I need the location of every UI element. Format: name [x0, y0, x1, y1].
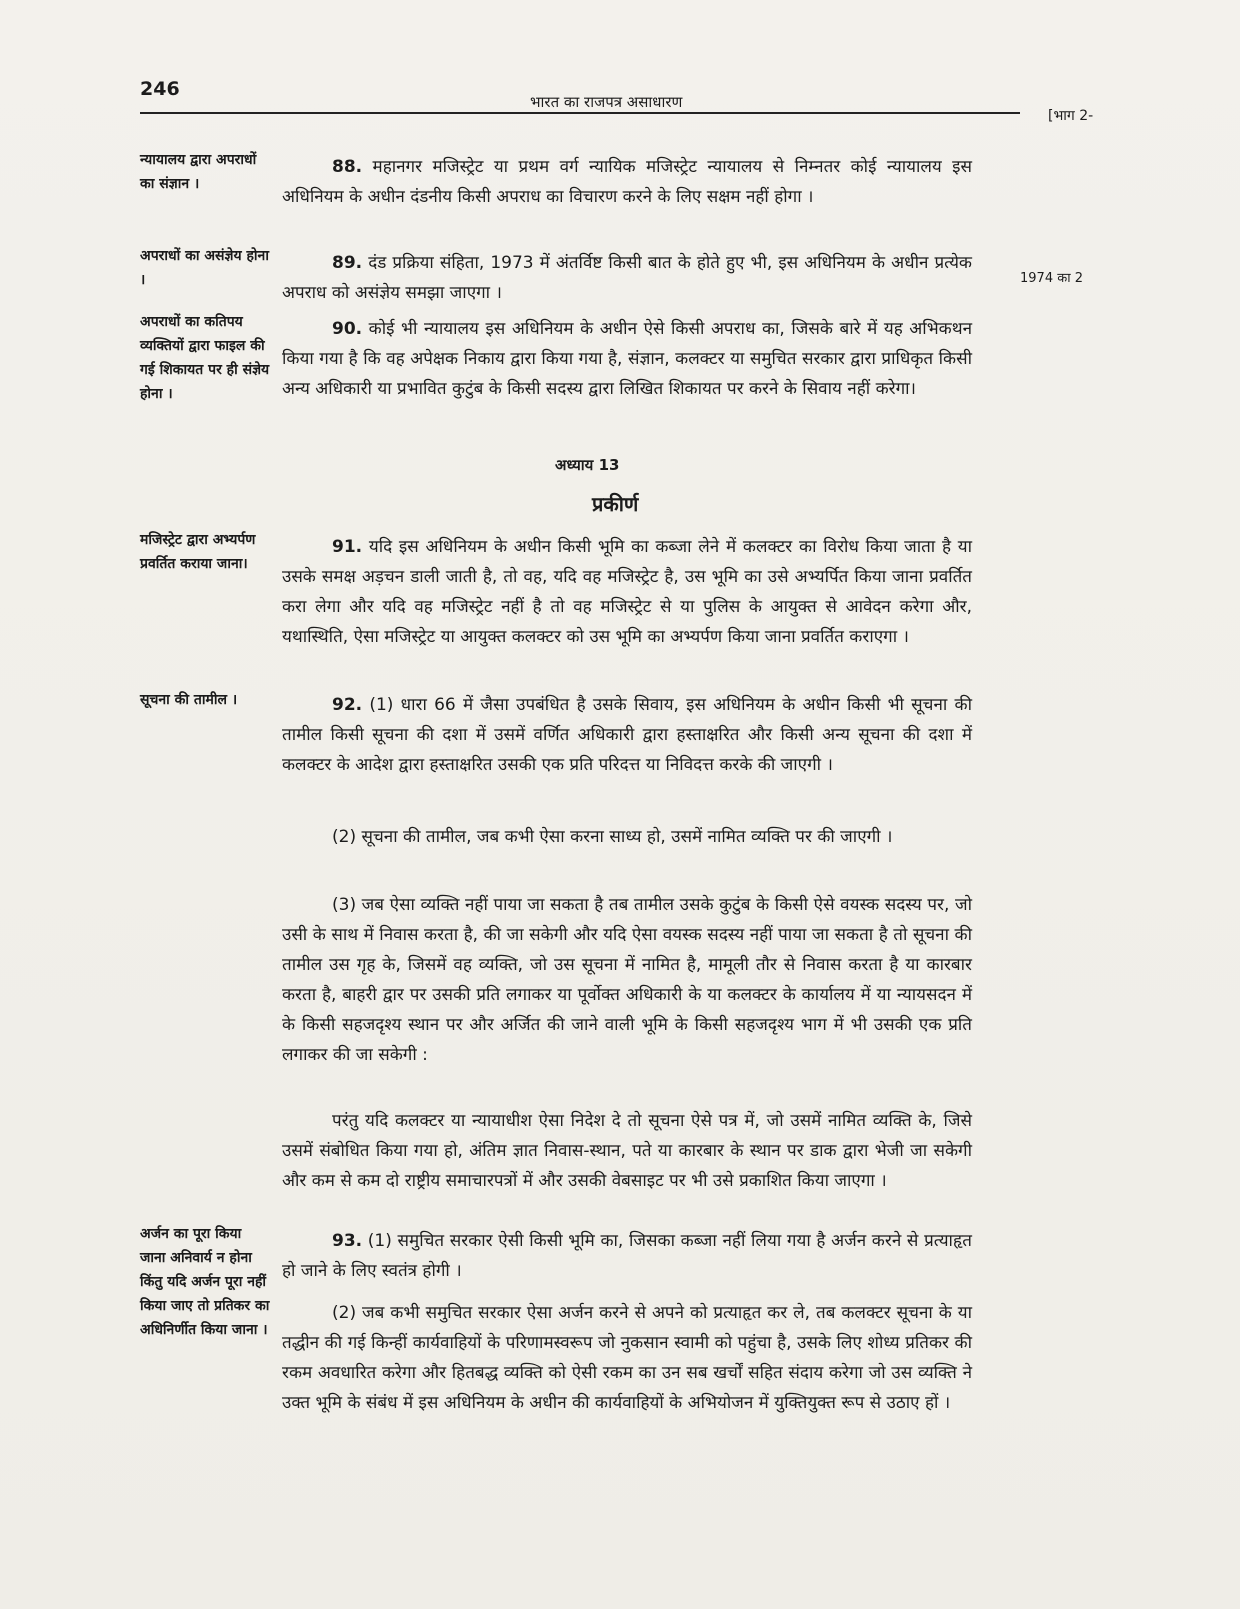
sidenote-93: अर्जन का पूरा किया जाना अनिवार्य न होना किंतु यदि अर्जन पूरा नहीं किया जाए तो प्रतिकर का अधिनिर्णीत किया जाना । [140, 1226, 270, 1338]
section-number: 93. [332, 1231, 363, 1251]
section-text: (1) समुचित सरकार ऐसी किसी भूमि का, जिसका कब्जा नहीं लिया गया है अर्जन करने से प्रत्याहृत हो जाने के लिए स्वतंत्र होगी । [282, 1231, 972, 1281]
section-number: 89. [332, 253, 363, 273]
section-number: 91. [332, 537, 363, 557]
sidenote-90: अपराधों का कतिपय व्यक्तियों द्वारा फाइल की गई शिकायत पर ही संज्ञेय होना । [140, 314, 270, 402]
section-text: यदि इस अधिनियम के अधीन किसी भूमि का कब्जा लेने में कलक्टर का विरोध किया जाता है या उसके समक्ष अड़चन डाली जाती है, तो वह, यदि वह मजिस्ट्रेट है, उस भूमि का उसे अभ्यर्पित किया जाना प्रवर्तित करा लेगा और यदि वह मजिस्ट्रेट नहीं है तो वह मजिस्ट्रेट से या पुलिस के आयुक्त से आवेदन करेगा और, यथास्थिति, ऐसा मजिस्ट्रेट या आयुक्त कलक्टर को उस भूमि का अभ्यर्पण किया जाना प्रवर्तित कराएगा । [282, 537, 972, 647]
page-number: 246 [140, 78, 180, 100]
section-text: कोई भी न्यायालय इस अधिनियम के अधीन ऐसे किसी अपराध का, जिसके बारे में यह अभिकथन किया गया है कि वह अपेक्षक निकाय द्वारा किया गया है, संज्ञान, कलक्टर या समुचित सरकार द्वारा प्राधिकृत किसी अन्य अधिकारी या प्रभावित कुटुंब के किसी सदस्य द्वारा लिखित शिकायत पर करने के सिवाय नहीं करेगा। [282, 319, 972, 399]
header-rule [140, 112, 1020, 114]
section-93-para-2: (2) जब कभी समुचित सरकार ऐसा अर्जन करने से अपने को प्रत्याहृत कर ले, तब कलक्टर सूचना के या तद्धीन की गई किन्हीं कार्यवाहियों के परिणामस्वरूप जो नुकसान स्वामी को पहुंचा है, उसके लिए शोध्य प्रतिकर की रकम अवधारित करेगा और हितबद्ध व्यक्ति को ऐसी रकम का उन सब खर्चों सहित संदाय करेगा जो उस व्यक्ति ने उक्त भूमि के संबंध में इस अधिनियम के अधीन की कार्यवाहियों के अभियोजन में युक्तियुक्त रूप से उठाए हों । [282, 1303, 972, 1413]
part-label: [भाग 2- [1048, 108, 1094, 124]
section-88 [282, 152, 972, 212]
section-92-para-3: (3) जब ऐसा व्यक्ति नहीं पाया जा सकता है तब तामील उसके कुटुंब के किसी ऐसे वयस्क सदस्य पर, जो उसी के साथ में निवास करता है, की जा सकेगी और यदि ऐसा वयस्क सदस्य नहीं पाया जा सकता है तो सूचना की तामील उस गृह के, जिसमें वह व्यक्ति, जो उस सूचना में नामित है, मामूली तौर से निवास करता है या कारबार करता है, बाहरी द्वार पर उसकी प्रति लगाकर या पूर्वोक्त अधिकारी के या कलक्टर के कार्यालय में या न्यायसदन में के किसी सहजदृश्य स्थान पर और अर्जित की जाने वाली भूमि के किसी सहजदृश्य भाग में भी उसकी एक प्रति लगाकर की जा सकेगी : [282, 895, 972, 1065]
section-text: (1) धारा 66 में जैसा उपबंधित है उसके सिवाय, इस अधिनियम के अधीन किसी भी सूचना की तामील किसी सूचना की दशा में उसमें वर्णित अधिकारी द्वारा हस्ताक्षरित और किसी अन्य सूचना की दशा में कलक्टर के आदेश द्वारा हस्ताक्षरित उसकी एक प्रति परिदत्त या निविदत्त करके की जाएगी । [282, 695, 972, 775]
section-number: 88. [332, 157, 363, 177]
sidenote-89: अपराधों का असंज्ञेय होना । [140, 248, 269, 288]
sidenote-88: न्यायालय द्वारा अपराधों का संज्ञान । [140, 152, 257, 192]
section-92-proviso: परंतु यदि कलक्टर या न्यायाधीश ऐसा निदेश दे तो सूचना ऐसे पत्र में, जो उसमें नामित व्यक्ति के, जिसे उसमें संबोधित किया गया हो, अंतिम ज्ञात निवास-स्थान, पते या कारबार के स्थान पर डाक द्वारा भेजी जा सकेगी और कम से कम दो राष्ट्रीय समाचारपत्रों में और उसकी वेबसाइट पर भी उसे प्रकाशित किया जाएगा । [282, 1111, 972, 1191]
act-reference-note: 1974 का 2 [1020, 271, 1083, 286]
section-89 [282, 248, 972, 308]
section-number: 92. [332, 695, 363, 715]
running-title: भारत का राजपत्र असाधारण [530, 93, 683, 111]
section-text: दंड प्रक्रिया संहिता, 1973 में अंतर्विष्ट किसी बात के होते हुए भी, इस अधिनियम के अधीन प्रत्येक अपराध को असंज्ञेय समझा जाएगा । [282, 253, 972, 303]
section-number: 90. [332, 319, 363, 339]
section-93-para-1 [282, 1226, 972, 1286]
chapter-title: प्रकीर्ण [592, 492, 639, 516]
section-90 [282, 314, 972, 404]
section-text: महानगर मजिस्ट्रेट या प्रथम वर्ग न्यायिक मजिस्ट्रेट न्यायालय से निम्नतर कोई न्यायालय इस अधिनियम के अधीन दंडनीय किसी अपराध का विचारण करने के लिए सक्षम नहीं होगा । [282, 157, 972, 207]
chapter-label: अध्याय 13 [555, 456, 620, 474]
section-92-para-1 [282, 690, 972, 780]
sidenote-91: मजिस्ट्रेट द्वारा अभ्यर्पण प्रवर्तित कराया जाना। [140, 532, 256, 572]
section-91 [282, 532, 972, 652]
section-92-para-2: (2) सूचना की तामील, जब कभी ऐसा करना साध्य हो, उसमें नामित व्यक्ति पर की जाएगी । [332, 827, 893, 847]
sidenote-92: सूचना की तामील । [140, 692, 238, 708]
